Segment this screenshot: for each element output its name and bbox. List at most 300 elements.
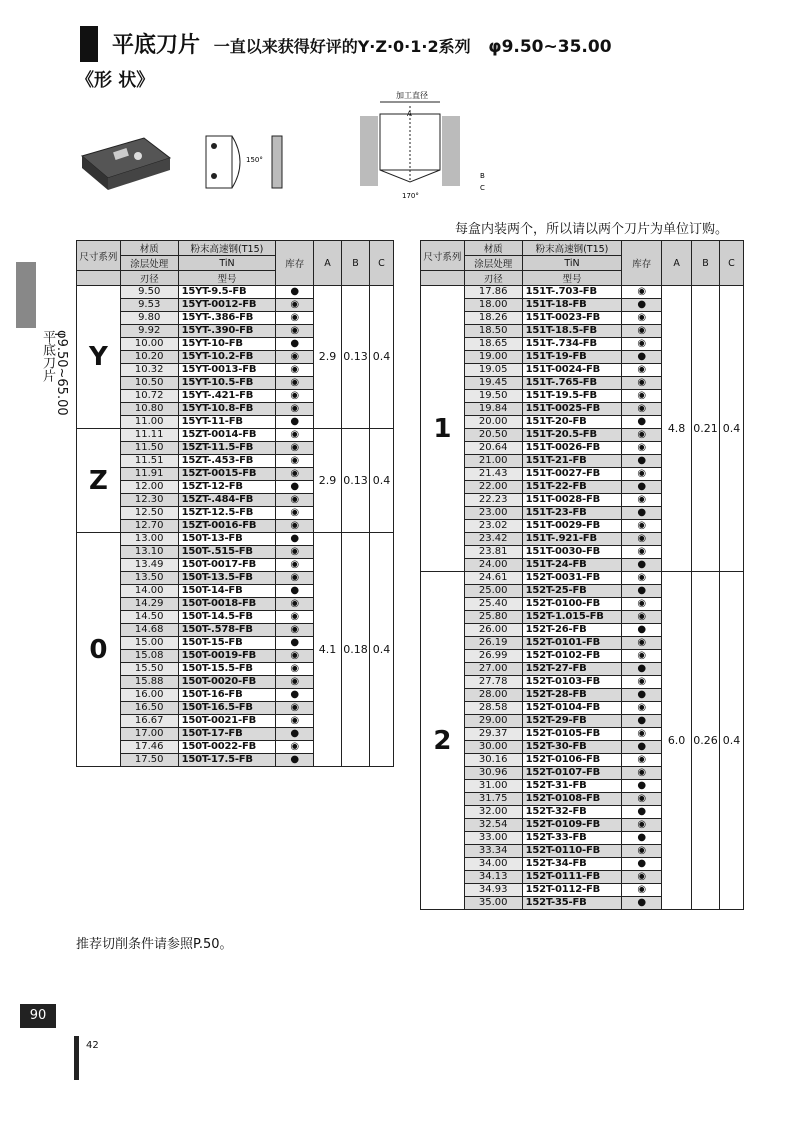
size-cell: 15.00	[120, 637, 178, 650]
stock-cell: ●	[622, 689, 662, 702]
size-cell: 28.00	[464, 689, 522, 702]
series-label: 2	[421, 572, 465, 910]
model-cell: 150T-0021-FB	[178, 715, 276, 728]
model-cell: 151T-20-FB	[522, 416, 622, 429]
stock-cell: ◉	[276, 650, 314, 663]
model-cell: 151T-0027-FB	[522, 468, 622, 481]
stock-cell: ◉	[276, 676, 314, 689]
size-cell: 12.50	[120, 507, 178, 520]
size-cell: 19.05	[464, 364, 522, 377]
model-cell: 15YT-0012-FB	[178, 299, 276, 312]
model-cell: 152T-35-FB	[522, 897, 622, 910]
model-cell: 15YT-10-FB	[178, 338, 276, 351]
size-cell: 15.88	[120, 676, 178, 689]
model-cell: 152T-30-FB	[522, 741, 622, 754]
stock-cell: ◉	[276, 559, 314, 572]
stock-cell: ◉	[622, 468, 662, 481]
stock-cell: ◉	[622, 338, 662, 351]
stock-cell: ◉	[276, 507, 314, 520]
model-cell: 151T-0025-FB	[522, 403, 622, 416]
stock-cell: ◉	[276, 572, 314, 585]
stock-cell: ◉	[622, 637, 662, 650]
model-cell: 150T-15.5-FB	[178, 663, 276, 676]
size-cell: 25.00	[464, 585, 522, 598]
model-cell: 151T-.734-FB	[522, 338, 622, 351]
size-cell: 28.58	[464, 702, 522, 715]
header-material: 材质	[120, 241, 178, 256]
series-label: Z	[77, 429, 121, 533]
stock-cell: ●	[622, 741, 662, 754]
stock-cell: ◉	[622, 728, 662, 741]
angle-150-label: 150°	[246, 156, 263, 164]
model-cell: 152T-32-FB	[522, 806, 622, 819]
stock-cell: ◉	[276, 442, 314, 455]
header-a: A	[314, 241, 342, 286]
stock-cell: ◉	[276, 468, 314, 481]
dimension-c: 0.4	[369, 533, 393, 767]
size-cell: 34.93	[464, 884, 522, 897]
header-coating-value: TiN	[178, 256, 276, 271]
header-coating: 涂层处理	[464, 256, 522, 271]
size-cell: 18.65	[464, 338, 522, 351]
size-cell: 10.00	[120, 338, 178, 351]
model-cell: 152T-34-FB	[522, 858, 622, 871]
size-cell: 17.86	[464, 286, 522, 299]
header-material-value: 粉末高速钢(T15)	[178, 241, 276, 256]
size-cell: 21.00	[464, 455, 522, 468]
size-cell: 21.43	[464, 468, 522, 481]
dimension-c: 0.4	[369, 429, 393, 533]
size-cell: 30.00	[464, 741, 522, 754]
header-stock: 库存	[622, 241, 662, 286]
size-cell: 27.78	[464, 676, 522, 689]
stock-cell: ◉	[622, 702, 662, 715]
size-cell: 19.00	[464, 351, 522, 364]
stock-cell: ◉	[622, 845, 662, 858]
size-cell: 35.00	[464, 897, 522, 910]
model-cell: 150T-14.5-FB	[178, 611, 276, 624]
model-cell: 152T-0108-FB	[522, 793, 622, 806]
model-cell: 152T-26-FB	[522, 624, 622, 637]
stock-cell: ●	[276, 689, 314, 702]
size-cell: 20.64	[464, 442, 522, 455]
model-cell: 150T-0018-FB	[178, 598, 276, 611]
header-c: C	[719, 241, 743, 286]
page-title	[112, 28, 612, 59]
model-cell: 150T-17-FB	[178, 728, 276, 741]
stock-cell: ●	[276, 533, 314, 546]
size-cell: 23.42	[464, 533, 522, 546]
stock-cell: ◉	[276, 351, 314, 364]
size-cell: 18.26	[464, 312, 522, 325]
stock-cell: ◉	[622, 442, 662, 455]
size-cell: 22.23	[464, 494, 522, 507]
stock-cell: ◉	[276, 377, 314, 390]
header-series: 尺寸系列	[77, 241, 121, 271]
size-cell: 10.32	[120, 364, 178, 377]
stock-cell: ◉	[622, 325, 662, 338]
side-label	[38, 330, 78, 450]
model-cell: 152T-0100-FB	[522, 598, 622, 611]
stock-cell: ●	[622, 663, 662, 676]
model-cell: 152T-0101-FB	[522, 637, 622, 650]
stock-cell: ◉	[622, 884, 662, 897]
stock-cell: ●	[276, 728, 314, 741]
stock-cell: ●	[276, 286, 314, 299]
size-cell: 26.99	[464, 650, 522, 663]
order-note: 每盒内装两个，所以请以两个刀片为单位订购。	[455, 222, 729, 237]
model-cell: 15ZT-0016-FB	[178, 520, 276, 533]
stock-cell: ◉	[622, 546, 662, 559]
cutting-diagram	[360, 86, 500, 206]
model-cell: 15YT-10.8-FB	[178, 403, 276, 416]
size-cell: 16.67	[120, 715, 178, 728]
size-cell: 29.00	[464, 715, 522, 728]
model-cell: 152T-0112-FB	[522, 884, 622, 897]
model-cell: 150T-17.5-FB	[178, 754, 276, 767]
model-cell: 150T-0020-FB	[178, 676, 276, 689]
left-insert-table	[76, 240, 394, 767]
stock-cell: ◉	[622, 312, 662, 325]
stock-cell: ●	[622, 455, 662, 468]
stock-cell: ◉	[622, 286, 662, 299]
stock-cell: ◉	[276, 299, 314, 312]
model-cell: 151T-0023-FB	[522, 312, 622, 325]
stock-cell: ◉	[276, 546, 314, 559]
model-cell: 151T-19.5-FB	[522, 390, 622, 403]
dimension-c: 0.4	[719, 572, 743, 910]
size-cell: 9.92	[120, 325, 178, 338]
model-cell: 15YT-11-FB	[178, 416, 276, 429]
model-cell: 152T-0110-FB	[522, 845, 622, 858]
size-cell: 11.11	[120, 429, 178, 442]
model-cell: 15ZT-0015-FB	[178, 468, 276, 481]
size-cell: 18.00	[464, 299, 522, 312]
size-cell: 19.45	[464, 377, 522, 390]
insert-3d-illustration	[74, 128, 174, 198]
dimension-a: 4.1	[314, 533, 342, 767]
stock-cell: ◉	[276, 611, 314, 624]
model-cell: 151T-.765-FB	[522, 377, 622, 390]
model-cell: 151T-24-FB	[522, 559, 622, 572]
model-cell: 15YT-10.5-FB	[178, 377, 276, 390]
label-c: C	[480, 184, 485, 192]
model-cell: 150T-.578-FB	[178, 624, 276, 637]
size-cell: 26.00	[464, 624, 522, 637]
stock-cell: ◉	[276, 520, 314, 533]
size-cell: 25.80	[464, 611, 522, 624]
header-series: 尺寸系列	[421, 241, 465, 271]
size-cell: 29.37	[464, 728, 522, 741]
size-cell: 17.46	[120, 741, 178, 754]
model-cell: 150T-16.5-FB	[178, 702, 276, 715]
size-cell: 13.50	[120, 572, 178, 585]
size-cell: 31.00	[464, 780, 522, 793]
size-cell: 17.00	[120, 728, 178, 741]
model-cell: 15ZT-12.5-FB	[178, 507, 276, 520]
size-cell: 12.70	[120, 520, 178, 533]
stock-cell: ●	[276, 754, 314, 767]
stock-cell: ◉	[622, 793, 662, 806]
size-cell: 17.50	[120, 754, 178, 767]
stock-cell: ◉	[276, 455, 314, 468]
size-cell: 25.40	[464, 598, 522, 611]
header-model: 型号	[522, 271, 622, 286]
dimension-c: 0.4	[369, 286, 393, 429]
size-cell: 10.50	[120, 377, 178, 390]
size-cell: 9.80	[120, 312, 178, 325]
title-accent-bar	[80, 26, 98, 62]
shape-heading: 《形 状》	[76, 70, 155, 91]
model-cell: 152T-0109-FB	[522, 819, 622, 832]
size-cell: 11.51	[120, 455, 178, 468]
size-cell: 14.00	[120, 585, 178, 598]
size-cell: 23.81	[464, 546, 522, 559]
model-cell: 151T-.921-FB	[522, 533, 622, 546]
stock-cell: ◉	[276, 702, 314, 715]
dimension-b: 0.21	[692, 286, 720, 572]
size-cell: 16.50	[120, 702, 178, 715]
stock-cell: ●	[622, 559, 662, 572]
model-cell: 150T-0022-FB	[178, 741, 276, 754]
size-cell: 33.34	[464, 845, 522, 858]
size-cell: 24.61	[464, 572, 522, 585]
header-material-value: 粉末高速钢(T15)	[522, 241, 622, 256]
header-b: B	[692, 241, 720, 286]
model-cell: 151T-0029-FB	[522, 520, 622, 533]
size-cell: 11.00	[120, 416, 178, 429]
size-cell: 18.50	[464, 325, 522, 338]
model-cell: 152T-29-FB	[522, 715, 622, 728]
size-cell: 24.00	[464, 559, 522, 572]
model-cell: 151T-0024-FB	[522, 364, 622, 377]
stock-cell: ◉	[276, 312, 314, 325]
stock-cell: ◉	[622, 611, 662, 624]
size-cell: 10.72	[120, 390, 178, 403]
header-size: 刃径	[464, 271, 522, 286]
size-cell: 20.00	[464, 416, 522, 429]
model-cell: 150T-0019-FB	[178, 650, 276, 663]
header-material: 材质	[464, 241, 522, 256]
model-cell: 151T-0028-FB	[522, 494, 622, 507]
model-cell: 15YT-10.2-FB	[178, 351, 276, 364]
size-cell: 11.50	[120, 442, 178, 455]
model-cell: 152T-25-FB	[522, 585, 622, 598]
size-cell: 10.80	[120, 403, 178, 416]
header-coating-value: TiN	[522, 256, 622, 271]
model-cell: 15ZT-0014-FB	[178, 429, 276, 442]
size-cell: 26.19	[464, 637, 522, 650]
size-cell: 23.00	[464, 507, 522, 520]
size-cell: 20.50	[464, 429, 522, 442]
header-a: A	[662, 241, 692, 286]
model-cell: 15ZT-.484-FB	[178, 494, 276, 507]
stock-cell: ◉	[622, 429, 662, 442]
stock-cell: ◉	[622, 572, 662, 585]
model-cell: 15ZT-.453-FB	[178, 455, 276, 468]
stock-cell: ●	[622, 299, 662, 312]
size-cell: 33.00	[464, 832, 522, 845]
size-cell: 16.00	[120, 689, 178, 702]
stock-cell: ◉	[622, 598, 662, 611]
dimension-c: 0.4	[719, 286, 743, 572]
model-cell: 15YT-.390-FB	[178, 325, 276, 338]
title-range: φ9.50~35.00	[488, 37, 612, 57]
stock-cell: ◉	[622, 819, 662, 832]
diameter-label: 加工直径	[396, 91, 428, 100]
size-cell: 32.00	[464, 806, 522, 819]
size-cell: 34.00	[464, 858, 522, 871]
model-cell: 150T-15-FB	[178, 637, 276, 650]
size-cell: 15.08	[120, 650, 178, 663]
stock-cell: ◉	[622, 676, 662, 689]
stock-cell: ◉	[622, 403, 662, 416]
model-cell: 152T-0111-FB	[522, 871, 622, 884]
series-label: Y	[77, 286, 121, 429]
dimension-a: 6.0	[662, 572, 692, 910]
table-row	[77, 429, 394, 442]
stock-cell: ●	[622, 585, 662, 598]
table-row	[421, 286, 744, 299]
dimension-b: 0.13	[342, 429, 370, 533]
stock-cell: ●	[622, 351, 662, 364]
size-cell: 9.53	[120, 299, 178, 312]
stock-cell: ◉	[622, 364, 662, 377]
stock-cell: ●	[622, 481, 662, 494]
size-cell: 22.00	[464, 481, 522, 494]
insert-front-view	[200, 132, 300, 192]
stock-cell: ◉	[276, 494, 314, 507]
model-cell: 151T-23-FB	[522, 507, 622, 520]
model-cell: 151T-.703-FB	[522, 286, 622, 299]
size-cell: 9.50	[120, 286, 178, 299]
dimension-a: 4.8	[662, 286, 692, 572]
stock-cell: ●	[276, 585, 314, 598]
stock-cell: ●	[622, 780, 662, 793]
dimension-a: 2.9	[314, 429, 342, 533]
model-cell: 151T-18.5-FB	[522, 325, 622, 338]
stock-cell: ◉	[622, 520, 662, 533]
size-cell: 14.68	[120, 624, 178, 637]
cutting-conditions-note: 推荐切削条件请参照P.50。	[76, 937, 233, 952]
model-cell: 152T-1.015-FB	[522, 611, 622, 624]
model-cell: 151T-22-FB	[522, 481, 622, 494]
model-cell: 15ZT-11.5-FB	[178, 442, 276, 455]
stock-cell: ●	[622, 507, 662, 520]
dimension-a: 2.9	[314, 286, 342, 429]
stock-cell: ◉	[276, 429, 314, 442]
header-size: 刃径	[120, 271, 178, 286]
stock-cell: ◉	[276, 715, 314, 728]
series-label: 1	[421, 286, 465, 572]
header-stock: 库存	[276, 241, 314, 286]
dimension-b: 0.13	[342, 286, 370, 429]
size-cell: 34.13	[464, 871, 522, 884]
size-cell: 23.02	[464, 520, 522, 533]
label-a: A	[407, 110, 412, 118]
page-number: 90	[20, 1004, 56, 1028]
size-cell: 13.00	[120, 533, 178, 546]
stock-cell: ●	[276, 338, 314, 351]
size-cell: 27.00	[464, 663, 522, 676]
label-b: B	[480, 172, 485, 180]
stock-cell: ●	[622, 624, 662, 637]
stock-cell: ◉	[276, 598, 314, 611]
model-cell: 151T-19-FB	[522, 351, 622, 364]
model-cell: 150T-16-FB	[178, 689, 276, 702]
series-label: 0	[77, 533, 121, 767]
size-cell: 12.30	[120, 494, 178, 507]
model-cell: 152T-0104-FB	[522, 702, 622, 715]
stock-cell: ◉	[276, 403, 314, 416]
size-cell: 30.96	[464, 767, 522, 780]
title-subtitle: 一直以来获得好评的Y·Z·0·1·2系列	[213, 37, 471, 56]
model-cell: 152T-0107-FB	[522, 767, 622, 780]
size-cell: 13.10	[120, 546, 178, 559]
title-main: 平底刀片	[112, 33, 201, 58]
dimension-b: 0.18	[342, 533, 370, 767]
model-cell: 15YT-9.5-FB	[178, 286, 276, 299]
model-cell: 152T-0106-FB	[522, 754, 622, 767]
stock-cell: ◉	[276, 624, 314, 637]
stock-cell: ◉	[622, 650, 662, 663]
stock-cell: ◉	[622, 377, 662, 390]
model-cell: 152T-0031-FB	[522, 572, 622, 585]
size-cell: 14.50	[120, 611, 178, 624]
header-model: 型号	[178, 271, 276, 286]
stock-cell: ◉	[622, 390, 662, 403]
model-cell: 151T-21-FB	[522, 455, 622, 468]
model-cell: 150T-13.5-FB	[178, 572, 276, 585]
size-cell: 30.16	[464, 754, 522, 767]
stock-cell: ◉	[622, 494, 662, 507]
model-cell: 152T-0102-FB	[522, 650, 622, 663]
stock-cell: ◉	[276, 390, 314, 403]
stock-cell: ●	[622, 832, 662, 845]
dimension-b: 0.26	[692, 572, 720, 910]
model-cell: 150T-14-FB	[178, 585, 276, 598]
header-b: B	[342, 241, 370, 286]
stock-cell: ●	[622, 806, 662, 819]
right-insert-table	[420, 240, 744, 910]
size-cell: 10.20	[120, 351, 178, 364]
size-cell: 19.50	[464, 390, 522, 403]
footer-bar	[74, 1036, 79, 1080]
model-cell: 150T-0017-FB	[178, 559, 276, 572]
size-cell: 31.75	[464, 793, 522, 806]
size-cell: 19.84	[464, 403, 522, 416]
model-cell: 151T-18-FB	[522, 299, 622, 312]
model-cell: 151T-0030-FB	[522, 546, 622, 559]
stock-cell: ◉	[276, 325, 314, 338]
model-cell: 15YT-0013-FB	[178, 364, 276, 377]
stock-cell: ●	[622, 715, 662, 728]
model-cell: 150T-.515-FB	[178, 546, 276, 559]
model-cell: 15ZT-12-FB	[178, 481, 276, 494]
model-cell: 150T-13-FB	[178, 533, 276, 546]
model-cell: 151T-0026-FB	[522, 442, 622, 455]
stock-cell: ◉	[622, 533, 662, 546]
side-range: φ9.50~65.00	[54, 330, 69, 416]
size-cell: 11.91	[120, 468, 178, 481]
table-row	[77, 533, 394, 546]
model-cell: 152T-33-FB	[522, 832, 622, 845]
size-cell: 13.49	[120, 559, 178, 572]
stock-cell: ◉	[276, 741, 314, 754]
stock-cell: ●	[622, 858, 662, 871]
model-cell: 151T-20.5-FB	[522, 429, 622, 442]
table-row	[77, 286, 394, 299]
